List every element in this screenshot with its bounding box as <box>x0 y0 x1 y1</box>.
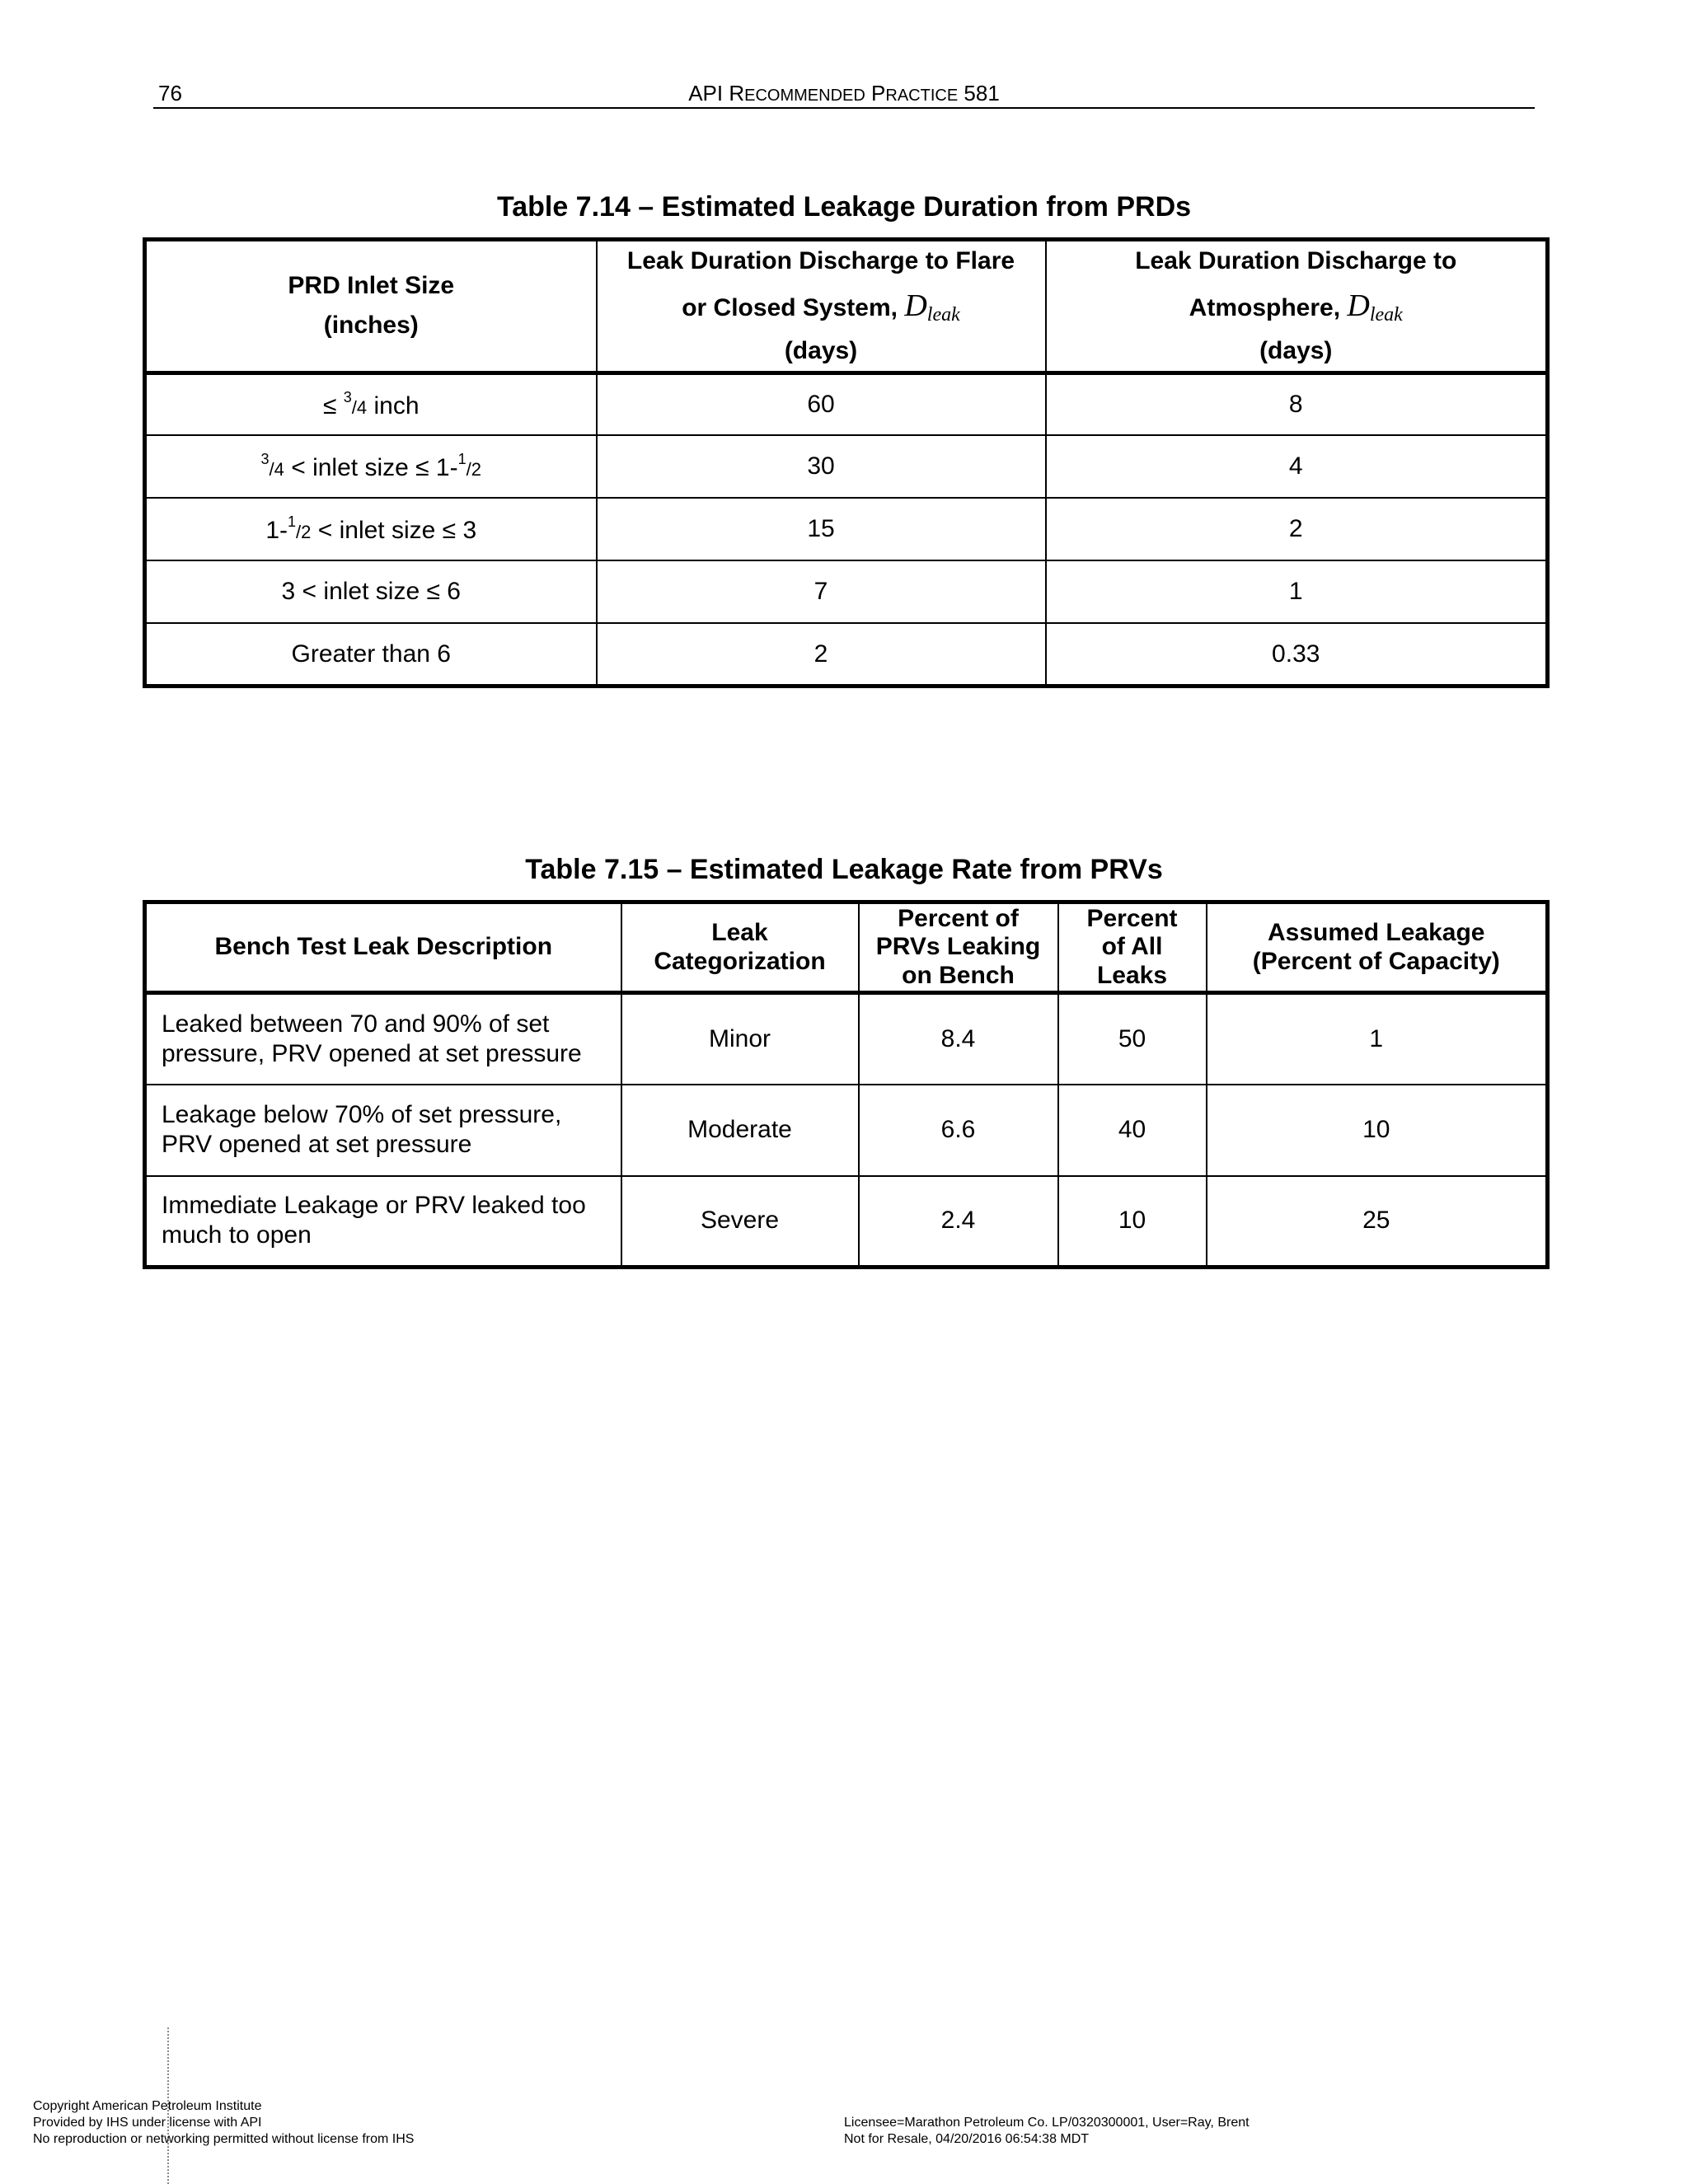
header-flare-duration <box>597 240 1046 373</box>
inlet-size-cell <box>145 498 597 560</box>
header-line: Assumed Leakage <box>1268 919 1485 946</box>
footer-license <box>844 2115 1250 2148</box>
assumed-leakage-cell: 1 <box>1207 993 1548 1085</box>
atmosphere-days-cell: 1 <box>1046 560 1548 623</box>
header-line: Categorization <box>654 947 826 975</box>
running-head-part: 581 <box>958 81 1000 105</box>
header-prd-inlet-size <box>145 240 597 373</box>
table-row <box>145 623 1548 686</box>
header-line: (Percent of Capacity) <box>1252 947 1500 975</box>
flare-days-cell: 60 <box>597 373 1046 435</box>
inlet-size-cell: Greater than 6 <box>145 623 597 686</box>
running-head <box>0 81 1688 106</box>
header-line: Leak Duration Discharge to Flare <box>626 247 1015 274</box>
table-row <box>145 1085 1548 1176</box>
footer-line: Not for Resale, 04/20/2016 06:54:38 MDT <box>844 2132 1090 2146</box>
table-row <box>145 435 1548 498</box>
inlet-size-cell <box>145 373 597 435</box>
table-header-row <box>145 240 1548 373</box>
table-7-15-title: Table 7.15 – Estimated Leakage Rate from PRVs <box>525 854 1163 885</box>
header-line: Atmosphere, <box>1189 294 1341 321</box>
fraction-denominator: /4 <box>351 397 368 419</box>
table-row <box>145 373 1548 435</box>
category-cell: Severe <box>621 1176 859 1268</box>
table-row <box>145 1176 1548 1268</box>
flare-days-cell: 2 <box>597 623 1046 686</box>
table-7-15 <box>143 900 1550 1269</box>
assumed-leakage-cell: 25 <box>1207 1176 1548 1268</box>
header-line: Percent <box>1086 904 1178 932</box>
pct-bench-cell: 2.4 <box>859 1176 1058 1268</box>
fraction-numerator: 1 <box>288 513 297 531</box>
header-percent-all-leaks <box>1058 902 1207 993</box>
footer-line: Provided by IHS under license with API <box>33 2116 262 2130</box>
category-cell: Moderate <box>621 1085 859 1176</box>
pct-all-cell: 40 <box>1058 1085 1207 1176</box>
fraction-denominator: /4 <box>269 459 284 480</box>
label-part: < inlet size ≤ 3 <box>311 517 477 545</box>
table-row <box>145 498 1548 560</box>
header-line: (days) <box>1259 336 1333 364</box>
header-rule <box>153 107 1535 109</box>
header-line: Bench Test Leak Description <box>214 933 553 961</box>
d-leak-symbol <box>1347 288 1403 326</box>
d-leak-symbol <box>904 288 960 326</box>
label-part: inch <box>367 392 420 420</box>
fraction-numerator: 3 <box>343 389 352 406</box>
footer-line: Copyright American Petroleum Institute <box>33 2099 262 2113</box>
desc-line: PRV opened at set pressure <box>162 1131 472 1158</box>
header-assumed-leakage <box>1207 902 1548 993</box>
description-cell <box>145 993 621 1085</box>
running-head-part: P <box>865 81 886 105</box>
pct-bench-cell: 6.6 <box>859 1085 1058 1176</box>
header-line: Leak Duration Discharge to <box>1135 247 1457 274</box>
symbol-subscript: leak <box>1369 304 1403 326</box>
desc-line: Leaked between 70 and 90% of set <box>162 1010 550 1038</box>
category-cell: Minor <box>621 993 859 1085</box>
header-line: on Bench <box>902 961 1015 989</box>
symbol-subscript: leak <box>926 304 960 326</box>
label-part: 1- <box>265 517 288 545</box>
atmosphere-days-cell: 2 <box>1046 498 1548 560</box>
table-row <box>145 560 1548 623</box>
header-percent-leaking-bench <box>859 902 1058 993</box>
label-part: ≤ <box>322 392 344 420</box>
inlet-size-cell <box>145 435 597 498</box>
header-line: Leak <box>711 919 768 946</box>
atmosphere-days-cell: 4 <box>1046 435 1548 498</box>
header-line: Percent of <box>898 904 1019 932</box>
fraction-denominator: /2 <box>296 522 312 543</box>
label-part: < inlet size ≤ 1- <box>284 454 458 482</box>
table-7-14-title: Table 7.14 – Estimated Leakage Duration from PRDs <box>496 191 1192 223</box>
flare-days-cell: 15 <box>597 498 1046 560</box>
atmosphere-days-cell: 8 <box>1046 373 1548 435</box>
flare-days-cell: 7 <box>597 560 1046 623</box>
header-line: or Closed System, <box>682 294 898 321</box>
assumed-leakage-cell: 10 <box>1207 1085 1548 1176</box>
header-line: Leaks <box>1096 961 1168 989</box>
inlet-size-cell: 3 < inlet size ≤ 6 <box>145 560 597 623</box>
header-line: PRVs Leaking <box>875 933 1041 961</box>
footer-line: No reproduction or networking permitted without license from IHS <box>33 2132 415 2146</box>
desc-line: pressure, PRV opened at set pressure <box>162 1039 582 1067</box>
flare-days-cell: 30 <box>597 435 1046 498</box>
pct-all-cell: 50 <box>1058 993 1207 1085</box>
description-cell <box>145 1085 621 1176</box>
header-line: of All <box>1101 933 1163 961</box>
pct-all-cell: 10 <box>1058 1176 1207 1268</box>
page-number: 76 <box>158 81 182 105</box>
header-line: (inches) <box>323 312 419 340</box>
table-row <box>145 993 1548 1085</box>
running-head-part: RACTICE <box>885 87 959 105</box>
footer-copyright <box>33 2098 414 2148</box>
header-line: (days) <box>784 336 858 364</box>
header-leak-categorization <box>621 902 859 993</box>
table-header-row <box>145 902 1548 993</box>
running-head-part: ECOMMENDED <box>744 87 865 105</box>
header-atmosphere-duration <box>1046 240 1548 373</box>
pct-bench-cell: 8.4 <box>859 993 1058 1085</box>
symbol-letter: D <box>904 288 927 323</box>
fraction-numerator: 1 <box>457 451 467 468</box>
footer-line: Licensee=Marathon Petroleum Co. LP/0320300001, User=Ray, Brent <box>844 2116 1250 2130</box>
atmosphere-days-cell: 0.33 <box>1046 623 1548 686</box>
desc-line: much to open <box>162 1221 312 1249</box>
fraction-numerator: 3 <box>260 451 270 468</box>
fraction-denominator: /2 <box>466 459 481 480</box>
header-line: PRD Inlet Size <box>288 272 455 300</box>
symbol-letter: D <box>1347 288 1370 323</box>
table-7-14 <box>143 237 1550 688</box>
description-cell <box>145 1176 621 1268</box>
running-head-part: API R <box>688 81 745 105</box>
desc-line: Immediate Leakage or PRV leaked too <box>162 1192 586 1220</box>
desc-line: Leakage below 70% of set pressure, <box>162 1101 562 1128</box>
header-bench-test-description <box>145 902 621 993</box>
